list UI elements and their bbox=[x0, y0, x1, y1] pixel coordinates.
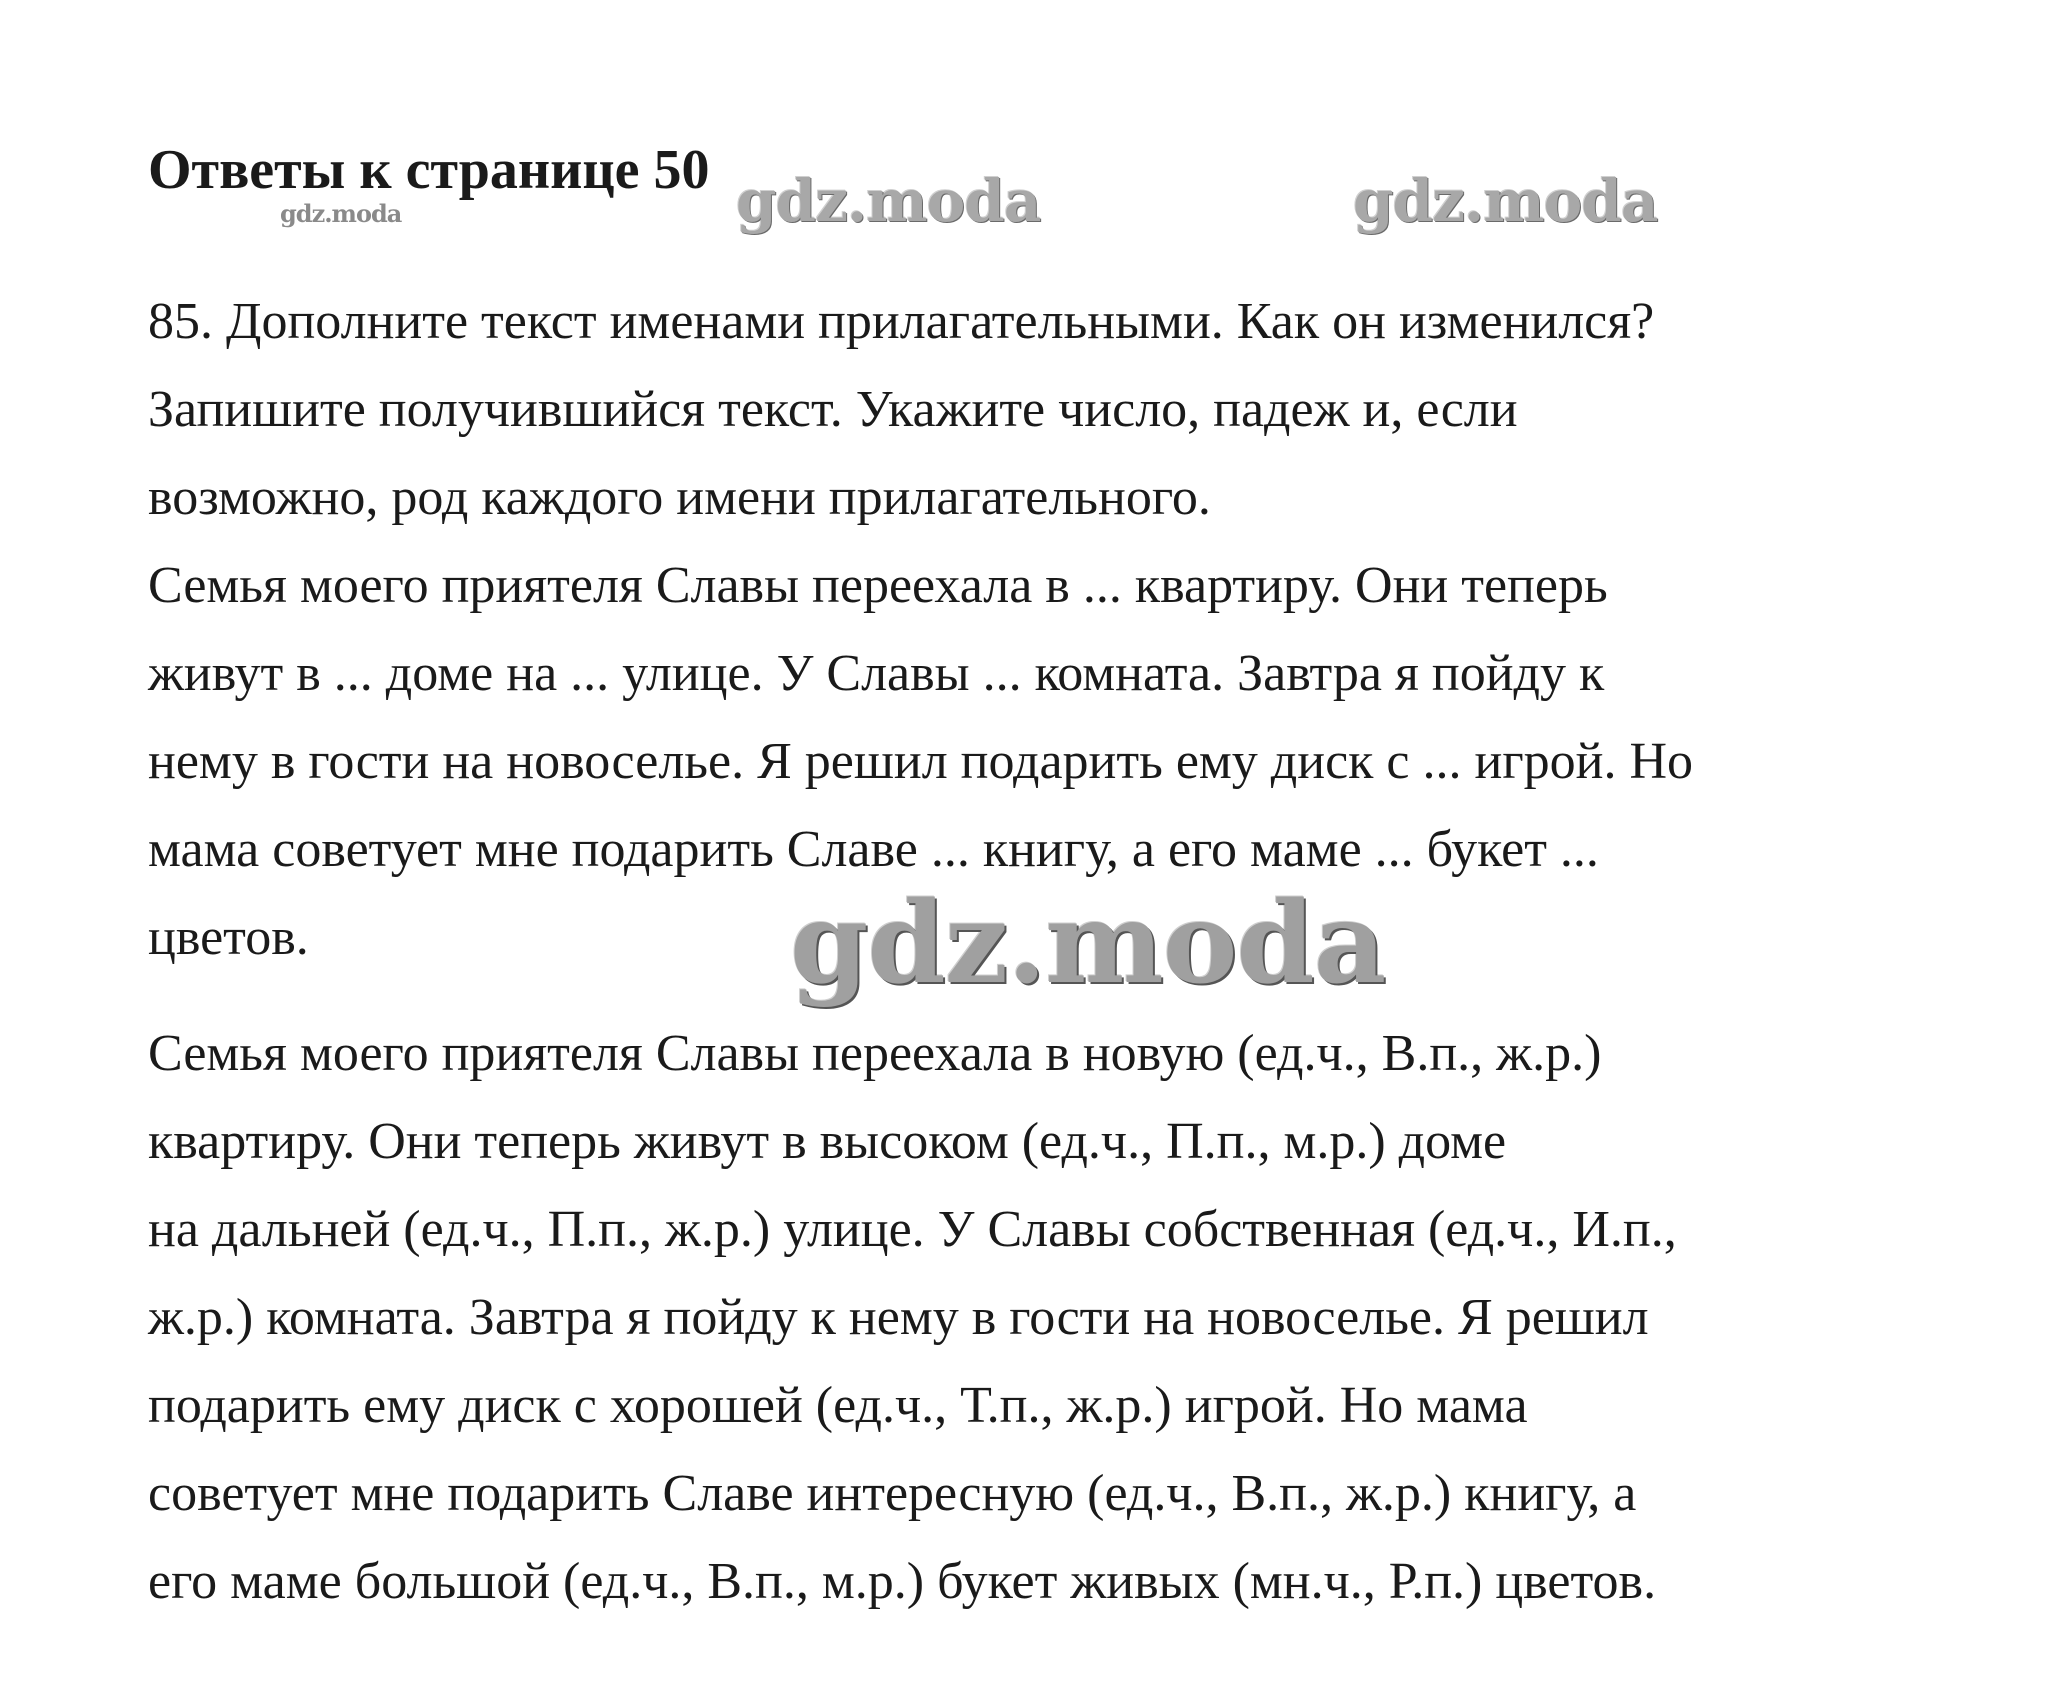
task-line: Семья моего приятеля Славы переехала в ... квартиру. Они теперь bbox=[148, 557, 1608, 614]
answer-line: квартиру. Они теперь живут в высоком (ед.ч., П.п., м.р.) доме bbox=[148, 1113, 1507, 1170]
answer-line: его маме большой (ед.ч., В.п., м.р.) букет живых (мн.ч., Р.п.) цветов. bbox=[148, 1553, 1657, 1610]
watermark-center: gdz.moda bbox=[790, 878, 1386, 1009]
watermark-small: gdz.moda bbox=[280, 199, 402, 228]
watermark-top-right: gdz.moda bbox=[1353, 167, 1658, 235]
answer-line: на дальней (ед.ч., П.п., ж.р.) улице. У Славы собственная (ед.ч., И.п., bbox=[148, 1201, 1677, 1258]
answer-line: советует мне подарить Славе интересную (ед.ч., В.п., ж.р.) книгу, а bbox=[148, 1465, 1637, 1522]
answer-line: ж.р.) комната. Завтра я пойду к нему в гости на новоселье. Я решил bbox=[148, 1289, 1649, 1346]
answer-line: подарить ему диск с хорошей (ед.ч., Т.п., ж.р.) игрой. Но мама bbox=[148, 1377, 1528, 1434]
page-title: Ответы к странице 50 bbox=[148, 139, 710, 201]
task-line: 85. Дополните текст именами прилагательными. Как он изменился? bbox=[148, 293, 1655, 350]
answer-text bbox=[148, 1010, 1908, 1626]
task-line: живут в ... доме на ... улице. У Славы ... комната. Завтра я пойду к bbox=[148, 645, 1605, 702]
watermark-top-left: gdz.moda bbox=[736, 167, 1041, 235]
task-text bbox=[148, 278, 1908, 982]
task-line: цветов. bbox=[148, 909, 309, 966]
task-line: возможно, род каждого имени прилагательного. bbox=[148, 469, 1211, 526]
answer-line: Семья моего приятеля Славы переехала в новую (ед.ч., В.п., ж.р.) bbox=[148, 1025, 1602, 1082]
task-line: Запишите получившийся текст. Укажите число, падеж и, если bbox=[148, 381, 1518, 438]
task-line: мама советует мне подарить Славе ... книгу, а его маме ... букет ... bbox=[148, 821, 1599, 878]
task-line: нему в гости на новоселье. Я решил подарить ему диск с ... игрой. Но bbox=[148, 733, 1694, 790]
